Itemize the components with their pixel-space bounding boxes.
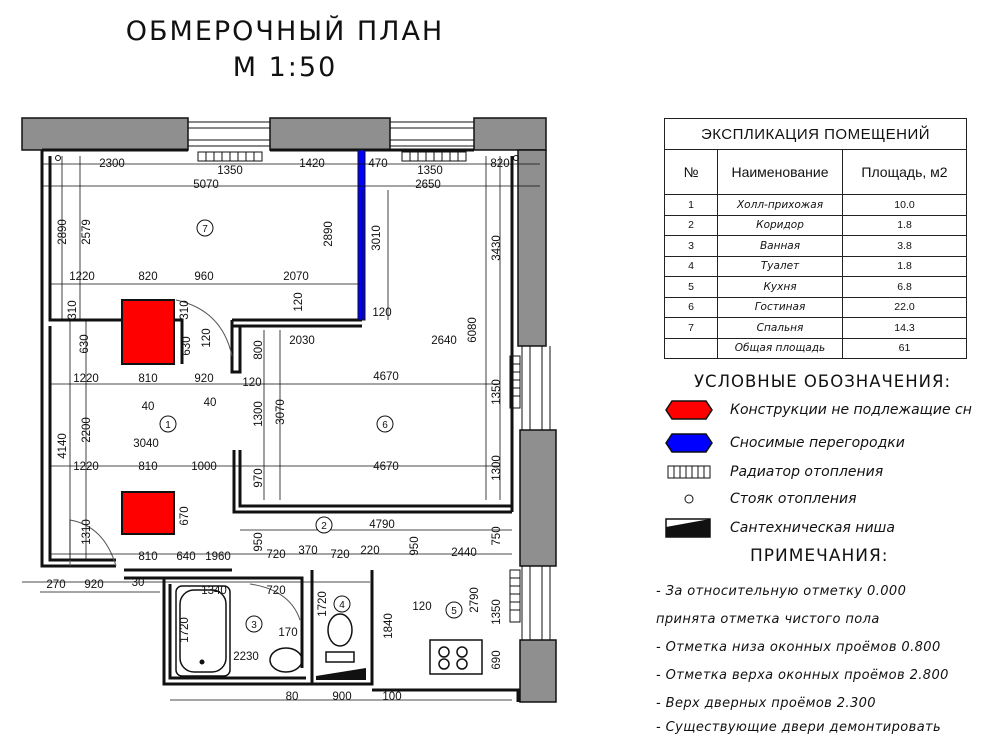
dim-text: 900 (332, 691, 352, 703)
table-row (665, 297, 967, 318)
radiator-icon (664, 461, 714, 483)
niche-icon (664, 517, 714, 539)
dim-text: 1220 (69, 271, 95, 283)
wall-right-1 (518, 150, 546, 346)
dim-text: 800 (253, 340, 265, 360)
table-row (665, 236, 967, 257)
row-area: 14.3 (843, 318, 967, 339)
dim-text: 2790 (469, 587, 481, 613)
structure-red-2 (122, 492, 174, 534)
dim-text: 2300 (99, 158, 125, 170)
dim-text: 310 (179, 300, 191, 320)
dim-text: 2890 (323, 221, 335, 247)
dim-text: 2890 (57, 219, 69, 245)
dim-text: 2230 (233, 651, 259, 663)
row-num: 3 (665, 236, 718, 257)
row-name: Гостиная (718, 297, 843, 318)
toilet (328, 614, 352, 646)
row-num: 5 (665, 277, 718, 298)
table-row (665, 215, 967, 236)
dim-text: 670 (179, 506, 191, 526)
dim-text: 2070 (283, 271, 309, 283)
dim-text: 470 (368, 158, 388, 170)
dim-text: 40 (141, 401, 155, 413)
dim-text: 370 (298, 545, 318, 557)
legend-label: Конструкции не подлежащие сн (730, 402, 972, 418)
dim-text: 3430 (491, 235, 503, 261)
red-marker-icon (664, 399, 714, 421)
row-num: 7 (665, 318, 718, 339)
legend-item-riser (664, 488, 984, 510)
dim-text: 630 (79, 334, 91, 354)
row-area: 3.8 (843, 236, 967, 257)
dim-text: 1720 (317, 591, 329, 617)
legend-item-remove (664, 432, 984, 454)
legend-title: УСЛОВНЫЕ ОБОЗНАЧЕНИЯ: (694, 372, 952, 391)
dim-text: 2640 (431, 335, 457, 347)
dim-text: 1340 (201, 585, 227, 597)
table-row (665, 277, 967, 298)
dim-text: 1350 (417, 165, 443, 177)
dim-text: 2579 (81, 219, 93, 245)
room-number-3: 3 (251, 620, 257, 631)
row-name: Коридор (718, 215, 843, 236)
dim-text: 270 (46, 579, 66, 591)
note-item: - Существующие двери демонтировать (656, 720, 942, 735)
blue-marker-icon (664, 432, 714, 454)
dim-text: 120 (412, 601, 432, 613)
row-num: 6 (665, 297, 718, 318)
dim-text: 80 (285, 691, 299, 703)
washbasin (270, 648, 302, 672)
dim-text: 3010 (371, 225, 383, 251)
dim-text: 810 (138, 461, 158, 473)
table-row (665, 195, 967, 216)
dim-text: 100 (382, 691, 402, 703)
row-name: Кухня (718, 277, 843, 298)
row-num: 1 (665, 195, 718, 216)
row-name: Спальня (718, 318, 843, 339)
dim-text: 950 (253, 532, 265, 552)
notes-title: ПРИМЕЧАНИЯ: (750, 546, 889, 566)
explication-caption: ЭКСПЛИКАЦИЯ ПОМЕЩЕНИЙ (665, 119, 967, 150)
dim-text: 40 (203, 397, 217, 409)
dim-text: 640 (176, 551, 196, 563)
dim-text: 2030 (289, 335, 315, 347)
room-number-1: 1 (165, 420, 171, 431)
dim-text: 630 (181, 336, 193, 356)
dim-text: 750 (491, 526, 503, 546)
dim-text: 720 (266, 585, 286, 597)
dim-text: 1310 (81, 519, 93, 545)
row-area: 6.8 (843, 277, 967, 298)
legend-label: Радиатор отопления (730, 464, 884, 480)
dim-text: 310 (67, 300, 79, 320)
row-area: 1.8 (843, 256, 967, 277)
dim-text: 4140 (57, 433, 69, 459)
dim-text: 960 (194, 271, 214, 283)
partition-blue (358, 150, 365, 320)
note-item: - Верх дверных проёмов 2.300 (656, 696, 876, 711)
dim-text: 1720 (179, 617, 191, 643)
col-area-header: Площадь, м2 (843, 150, 967, 195)
row-name: Холл-прихожая (718, 195, 843, 216)
legend-item-niche (664, 517, 984, 539)
stove (430, 640, 482, 674)
dim-text: 2200 (81, 417, 93, 443)
dim-text: 1350 (491, 379, 503, 405)
dim-text: 690 (491, 650, 503, 670)
dim-text: 4670 (373, 461, 399, 473)
table-row (665, 318, 967, 339)
row-area: 1.8 (843, 215, 967, 236)
dim-text: 30 (131, 577, 145, 589)
col-num-header: № (665, 150, 718, 195)
dim-text: 810 (138, 373, 158, 385)
dim-text: 1960 (205, 551, 231, 563)
dim-text: 950 (409, 536, 421, 556)
dim-text: 220 (360, 545, 380, 557)
dim-text: 120 (372, 307, 392, 319)
room-number-7: 7 (202, 224, 208, 235)
legend-label: Сносимые перегородки (730, 435, 905, 451)
dim-text: 920 (194, 373, 214, 385)
row-num: 2 (665, 215, 718, 236)
total-name: Общая площадь (718, 338, 843, 359)
plan-title-line1: ОБМЕРОЧНЫЙ ПЛАН (125, 16, 445, 47)
dim-text: 170 (278, 627, 298, 639)
dim-text: 720 (330, 549, 350, 561)
dim-text: 2650 (415, 179, 441, 191)
dim-text: 5070 (193, 179, 219, 191)
dim-text: 3040 (133, 438, 159, 450)
dim-text: 720 (266, 549, 286, 561)
table-row-total (665, 338, 967, 359)
wall-top-right (474, 118, 546, 150)
legend-label: Стояк отопления (730, 491, 857, 507)
row-name: Туалет (718, 256, 843, 277)
legend-item-radiator (664, 461, 984, 483)
room-number-5: 5 (451, 606, 457, 617)
legend-label: Сантехническая ниша (730, 520, 895, 536)
dim-text: 1420 (299, 158, 325, 170)
table-row (665, 256, 967, 277)
dim-text: 120 (293, 292, 305, 312)
dim-text: 1350 (217, 165, 243, 177)
dim-text: 4670 (373, 371, 399, 383)
note-item: - Отметка низа оконных проёмов 0.800 (656, 640, 941, 655)
total-area: 61 (843, 338, 967, 359)
note-item: - Отметка верха оконных проёмов 2.800 (656, 668, 949, 683)
dim-text: 810 (138, 551, 158, 563)
sanitary-niche (316, 668, 366, 680)
dim-text: 6080 (467, 317, 479, 343)
row-area: 22.0 (843, 297, 967, 318)
dim-text: 4790 (369, 519, 395, 531)
wall-right-2 (520, 430, 556, 566)
room-number-6: 6 (382, 420, 388, 431)
explication-table (664, 118, 967, 359)
wall-top-left (22, 118, 188, 150)
legend-item-keep (664, 399, 984, 421)
dim-text: 1220 (73, 461, 99, 473)
dim-text: 1220 (73, 373, 99, 385)
wall-right-3 (520, 640, 556, 702)
dim-text: 1000 (191, 461, 217, 473)
room-number-2: 2 (321, 521, 327, 532)
row-name: Ванная (718, 236, 843, 257)
col-name-header: Наименование (718, 150, 843, 195)
plan-scale: М 1:50 (232, 52, 338, 83)
riser-icon (664, 488, 714, 510)
dim-text: 120 (201, 328, 213, 348)
room-number-4: 4 (339, 600, 345, 611)
dim-text: 1300 (491, 455, 503, 481)
note-item: принята отметка чистого пола (656, 612, 880, 627)
dim-text: 120 (242, 377, 262, 389)
dim-text: 920 (84, 579, 104, 591)
dim-text: 2440 (451, 547, 477, 559)
dim-text: 820 (490, 158, 510, 170)
dim-text: 1350 (491, 599, 503, 625)
structure-red-1 (122, 300, 174, 364)
note-item: - За относительную отметку 0.000 (656, 584, 907, 599)
dim-text: 820 (138, 271, 158, 283)
dim-text: 1300 (253, 401, 265, 427)
dim-text: 1840 (383, 613, 395, 639)
row-num: 4 (665, 256, 718, 277)
wall-top-mid (270, 118, 390, 150)
dim-text: 970 (253, 468, 265, 488)
row-area: 10.0 (843, 195, 967, 216)
dim-text: 3070 (275, 399, 287, 425)
